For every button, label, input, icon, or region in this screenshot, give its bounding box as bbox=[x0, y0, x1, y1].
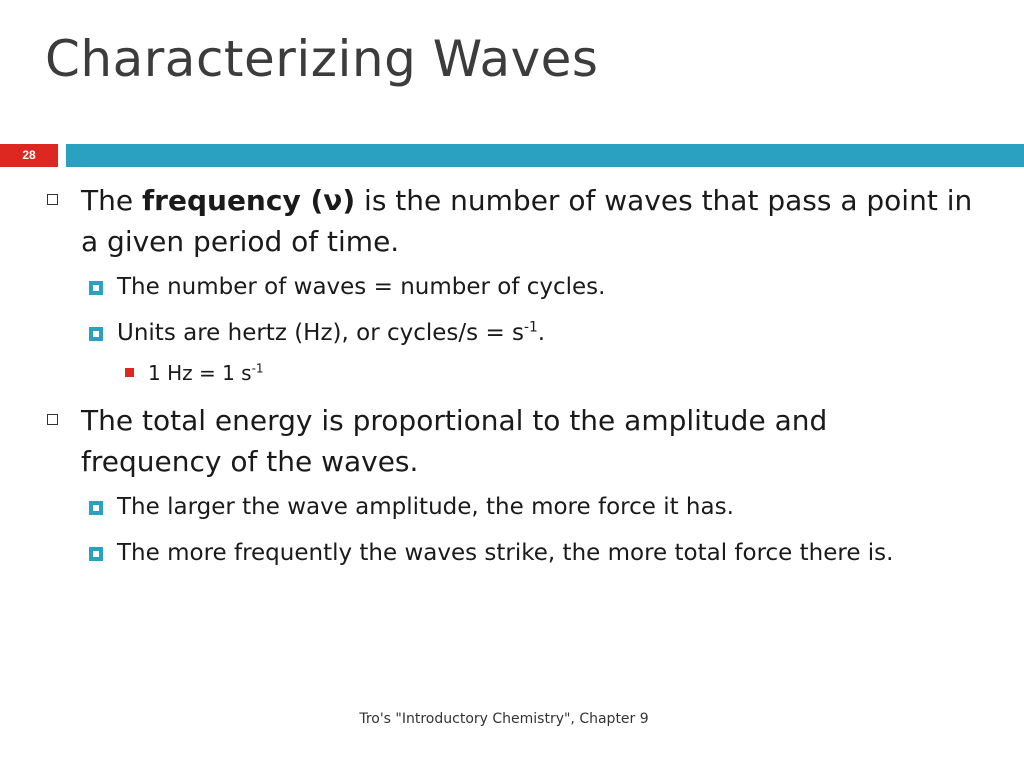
sub-bullet-amplitude bbox=[45, 488, 975, 526]
sub-bullet-end: . bbox=[537, 320, 546, 346]
sub-bullet-units bbox=[45, 314, 975, 352]
sub-sub-bullet-hz bbox=[45, 358, 975, 388]
bullet-text-post: is the number of waves that pass a point in a given period of time. bbox=[81, 184, 973, 258]
sub-sub-bullet-text: 1 Hz = 1 s bbox=[148, 361, 252, 385]
red-square-bullet-icon bbox=[125, 368, 134, 377]
bullet-text: The total energy is proportional to the amplitude and frequency of the waves. bbox=[81, 404, 828, 478]
frequency-term: frequency (ν) bbox=[141, 184, 356, 217]
teal-box-bullet-icon bbox=[89, 281, 103, 295]
hollow-square-bullet-icon bbox=[47, 414, 58, 425]
sub-bullet-text: The more frequently the waves strike, the more total force there is. bbox=[117, 540, 894, 566]
superscript: -1 bbox=[251, 361, 264, 376]
bullet-energy bbox=[45, 400, 975, 482]
bullet-list bbox=[45, 180, 975, 580]
sub-bullet-force bbox=[45, 534, 975, 572]
sub-bullet-text: The larger the wave amplitude, the more force it has. bbox=[117, 494, 734, 520]
bullet-text-pre: The bbox=[81, 184, 142, 217]
bullet-frequency bbox=[45, 180, 975, 262]
teal-box-bullet-icon bbox=[89, 547, 103, 561]
hollow-square-bullet-icon bbox=[47, 194, 58, 205]
teal-box-bullet-icon bbox=[89, 501, 103, 515]
superscript: -1 bbox=[524, 319, 538, 336]
sub-bullet-cycles bbox=[45, 268, 975, 306]
slide-title: Characterizing Waves bbox=[45, 30, 599, 88]
slide-number: 28 bbox=[0, 144, 58, 167]
accent-bar bbox=[66, 144, 1024, 167]
footer bbox=[0, 711, 1024, 727]
teal-box-bullet-icon bbox=[89, 327, 103, 341]
sub-bullet-text: Units are hertz (Hz), or cycles/s = s bbox=[117, 320, 525, 346]
sub-bullet-text: The number of waves = number of cycles. bbox=[117, 274, 606, 300]
footer-text: Tro's "Introductory Chemistry", Chapter 9 bbox=[359, 711, 649, 727]
